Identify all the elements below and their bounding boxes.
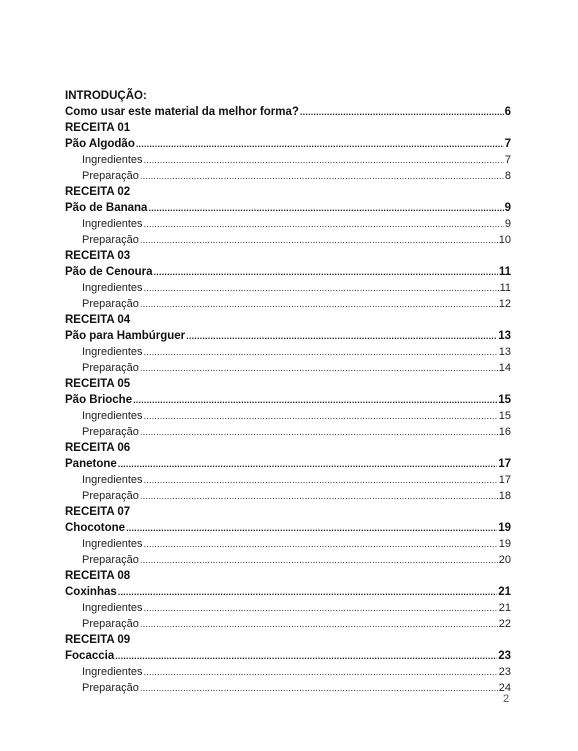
toc-entry-title: Preparação (82, 170, 139, 182)
toc-entry-title: Ingredientes (82, 282, 143, 294)
toc-entry-recipe[interactable] (65, 392, 511, 408)
toc-entry-title: Preparação (82, 618, 139, 630)
dot-leader (144, 664, 498, 680)
dot-leader (140, 296, 498, 312)
page-number: 2 (503, 693, 510, 705)
recipe-block (65, 505, 511, 568)
toc-entry-title: Ingredientes (82, 346, 143, 358)
toc-entry-page: 15 (498, 394, 511, 406)
dot-leader (148, 200, 503, 216)
toc-entry-subsection[interactable] (65, 232, 511, 248)
dot-leader (144, 408, 498, 424)
toc-entry-page: 22 (498, 618, 511, 630)
toc-entry-title: Coxinhas (65, 586, 117, 598)
toc-entry-page: 20 (498, 554, 511, 566)
toc-entry-page: 19 (498, 538, 511, 550)
recipe-heading: RECEITA 06 (65, 442, 131, 454)
toc-entry-page: 7 (504, 138, 511, 150)
toc-entry-page: 10 (498, 234, 511, 246)
toc-entry-subsection[interactable] (65, 360, 511, 376)
toc-entry-intro[interactable] (65, 104, 511, 120)
recipe-block (65, 633, 511, 696)
toc-entry-page: 21 (498, 586, 511, 598)
toc-entry-subsection[interactable] (65, 216, 511, 232)
toc-entry-recipe[interactable] (65, 456, 511, 472)
toc-entry-page: 12 (498, 298, 511, 310)
toc-entry-title: Pão para Hambúrguer (65, 330, 186, 342)
recipe-heading: RECEITA 08 (65, 570, 131, 582)
toc-entry-title: Ingredientes (82, 474, 143, 486)
toc-entry-title: Focaccia (65, 650, 115, 662)
recipe-block (65, 441, 511, 504)
toc-entry-title: Pão de Banana (65, 202, 148, 214)
dot-leader (140, 616, 498, 632)
dot-leader (118, 456, 497, 472)
toc-entry-subsection[interactable] (65, 552, 511, 568)
recipe-heading: RECEITA 05 (65, 378, 131, 390)
toc-entry-subsection[interactable] (65, 424, 511, 440)
dot-leader (133, 392, 497, 408)
toc-entry-title: Preparação (82, 554, 139, 566)
toc-entry-page: 11 (499, 282, 511, 294)
toc-entry-recipe[interactable] (65, 200, 511, 216)
recipe-block (65, 121, 511, 184)
toc-entry-page: 9 (504, 202, 511, 214)
toc-entry-recipe[interactable] (65, 328, 511, 344)
toc-entry-title: Panetone (65, 458, 117, 470)
recipe-list (65, 121, 511, 696)
toc-entry-title: Pão Brioche (65, 394, 133, 406)
recipe-block (65, 249, 511, 312)
toc-entry-subsection[interactable] (65, 488, 511, 504)
dot-leader (140, 424, 498, 440)
toc-entry-page: 17 (498, 474, 511, 486)
recipe-heading: RECEITA 02 (65, 186, 131, 198)
toc-entry-title: Ingredientes (82, 410, 143, 422)
toc-entry-title: Preparação (82, 426, 139, 438)
dot-leader (140, 232, 498, 248)
toc-entry-page: 9 (504, 218, 511, 230)
toc-entry-page: 23 (498, 650, 511, 662)
toc-entry-page: 24 (498, 682, 511, 694)
dot-leader (140, 168, 504, 184)
toc-entry-page: 16 (498, 426, 511, 438)
dot-leader (144, 536, 498, 552)
toc-entry-page: 13 (498, 346, 511, 358)
recipe-heading: RECEITA 03 (65, 250, 131, 262)
toc-entry-page: 14 (498, 362, 511, 374)
table-of-contents (65, 88, 511, 696)
toc-entry-subsection[interactable] (65, 168, 511, 184)
intro-heading: INTRODUÇÃO: (65, 90, 147, 102)
toc-entry-page: 13 (498, 330, 511, 342)
dot-leader (115, 648, 497, 664)
toc-entry-page: 15 (498, 410, 511, 422)
dot-leader (144, 600, 498, 616)
toc-entry-subsection[interactable] (65, 616, 511, 632)
toc-entry-page: 19 (498, 522, 511, 534)
toc-entry-page: 6 (504, 106, 511, 118)
toc-entry-subsection[interactable] (65, 408, 511, 424)
toc-entry-title: Preparação (82, 298, 139, 310)
dot-leader (144, 344, 498, 360)
toc-entry-subsection[interactable] (65, 296, 511, 312)
toc-entry-title: Preparação (82, 234, 139, 246)
dot-leader (186, 328, 497, 344)
dot-leader (140, 680, 498, 696)
toc-entry-subsection[interactable] (65, 664, 511, 680)
dot-leader (154, 264, 498, 280)
toc-entry-title: Chocotone (65, 522, 126, 534)
toc-entry-page: 18 (498, 490, 511, 502)
toc-entry-title: Ingredientes (82, 538, 143, 550)
toc-entry-page: 8 (504, 170, 511, 182)
recipe-heading: RECEITA 01 (65, 122, 131, 134)
toc-entry-title: Como usar este material da melhor forma? (65, 106, 299, 118)
toc-entry-page: 7 (504, 154, 511, 166)
dot-leader (126, 520, 497, 536)
toc-entry-subsection[interactable] (65, 536, 511, 552)
toc-entry-subsection[interactable] (65, 280, 511, 296)
toc-entry-recipe[interactable] (65, 648, 511, 664)
toc-entry-title: Ingredientes (82, 154, 143, 166)
dot-leader (144, 280, 499, 296)
dot-leader (144, 216, 504, 232)
recipe-heading: RECEITA 04 (65, 314, 131, 326)
toc-entry-title: Preparação (82, 682, 139, 694)
dot-leader (140, 488, 498, 504)
toc-entry-title: Preparação (82, 490, 139, 502)
toc-entry-recipe[interactable] (65, 264, 511, 280)
recipe-block (65, 377, 511, 440)
toc-entry-subsection[interactable] (65, 680, 511, 696)
toc-entry-title: Pão Algodão (65, 138, 135, 150)
dot-leader (144, 152, 504, 168)
toc-entry-title: Ingredientes (82, 602, 143, 614)
recipe-block (65, 185, 511, 248)
recipe-block (65, 313, 511, 376)
dot-leader (300, 104, 504, 120)
toc-entry-title: Ingredientes (82, 666, 143, 678)
toc-entry-subsection[interactable] (65, 600, 511, 616)
toc-entry-recipe[interactable] (65, 136, 511, 152)
toc-entry-subsection[interactable] (65, 152, 511, 168)
toc-entry-subsection[interactable] (65, 344, 511, 360)
toc-intro-block (65, 89, 511, 120)
recipe-block (65, 569, 511, 632)
toc-entry-title: Ingredientes (82, 218, 143, 230)
recipe-heading: RECEITA 09 (65, 634, 131, 646)
toc-entry-page: 23 (498, 666, 511, 678)
toc-entry-subsection[interactable] (65, 472, 511, 488)
toc-entry-page: 11 (498, 266, 511, 278)
dot-leader (140, 360, 498, 376)
dot-leader (136, 136, 504, 152)
toc-entry-recipe[interactable] (65, 584, 511, 600)
dot-leader (144, 472, 498, 488)
dot-leader (118, 584, 497, 600)
toc-entry-title: Pão de Cenoura (65, 266, 153, 278)
toc-entry-title: Preparação (82, 362, 139, 374)
toc-entry-recipe[interactable] (65, 520, 511, 536)
dot-leader (140, 552, 498, 568)
recipe-heading: RECEITA 07 (65, 506, 131, 518)
toc-entry-page: 21 (498, 602, 511, 614)
toc-entry-page: 17 (498, 458, 511, 470)
